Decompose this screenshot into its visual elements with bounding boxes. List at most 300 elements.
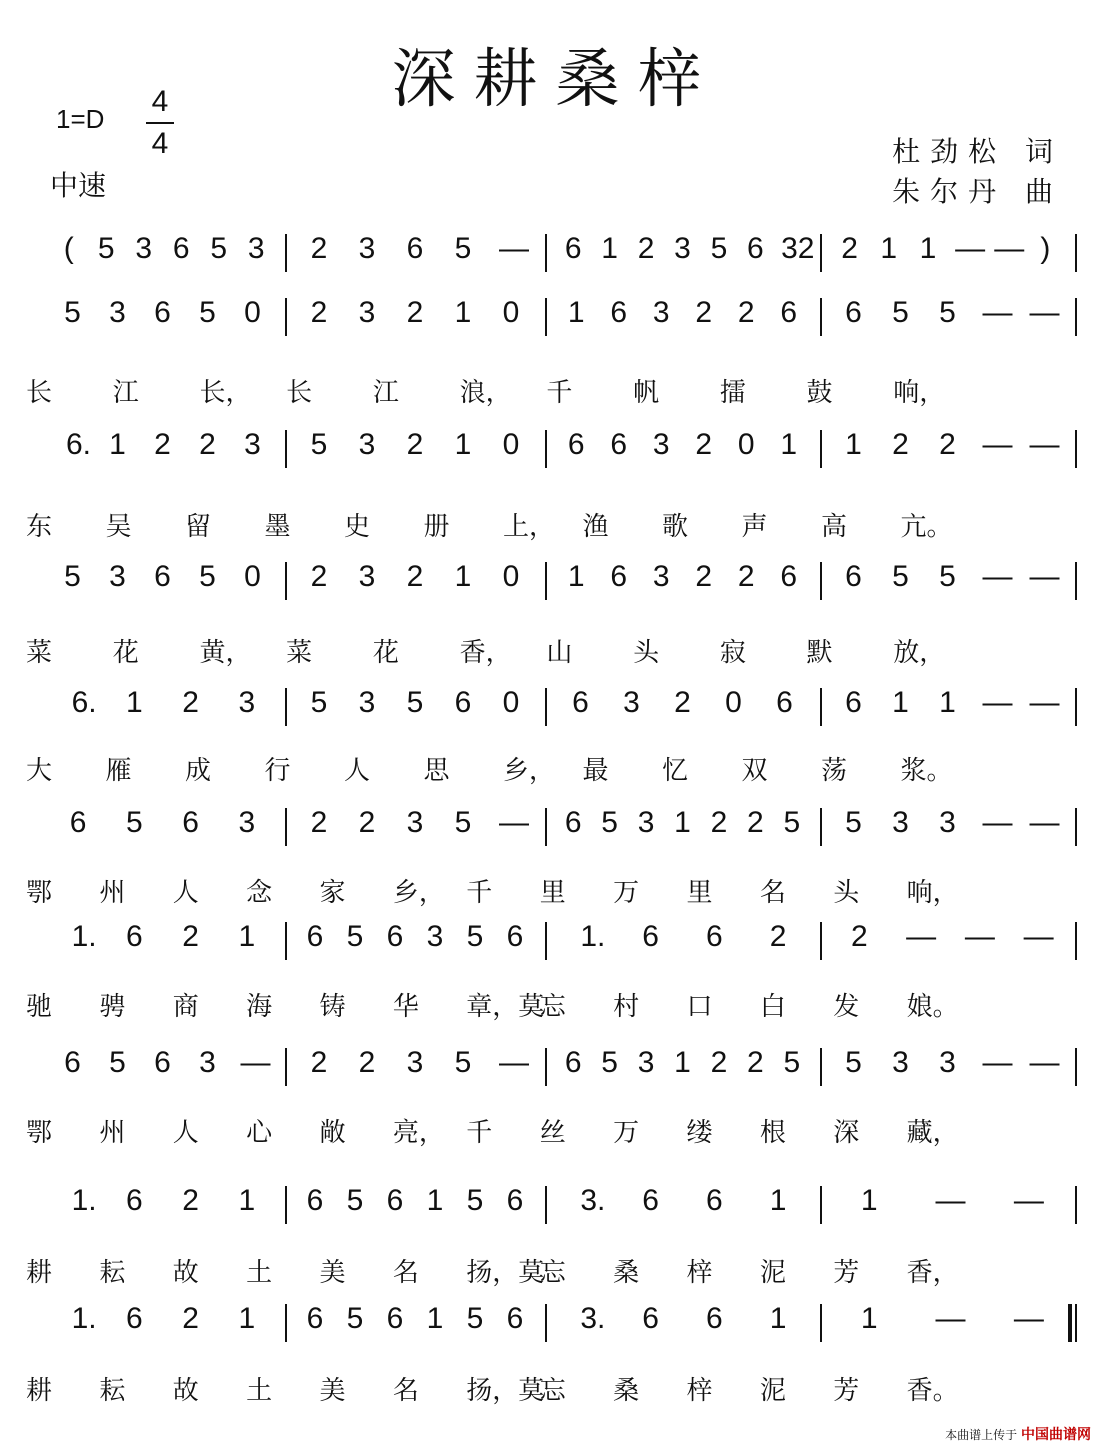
note: 6 xyxy=(567,428,585,461)
lyric-syllable: 千 xyxy=(466,1118,493,1148)
lyric-syllable: 大 xyxy=(26,756,53,786)
note: ) xyxy=(1040,232,1051,265)
bar-line xyxy=(285,688,287,726)
lyric-syllable: 忘 xyxy=(539,1376,566,1406)
note: 3. xyxy=(580,1302,606,1335)
note: 6 xyxy=(564,806,582,839)
lyric-syllable: 双 xyxy=(741,756,768,786)
key-signature: 1=D xyxy=(56,104,105,134)
lyric-syllable: 鄂 xyxy=(26,878,53,908)
lyric-syllable: 里 xyxy=(686,878,713,908)
lyric-syllable: 芳 xyxy=(833,1376,860,1406)
lyric-syllable: 心 xyxy=(246,1118,273,1148)
note: 3 xyxy=(892,806,909,839)
lyric-syllable: 骋 xyxy=(99,992,126,1022)
bar-line xyxy=(285,1186,287,1224)
note: 6 xyxy=(64,1046,81,1079)
note: — xyxy=(982,1046,1013,1079)
lyric-syllable: 江 xyxy=(372,378,399,408)
note: 2 xyxy=(310,560,328,593)
note: 3 xyxy=(652,560,670,593)
note: 5 xyxy=(845,1046,862,1079)
lyric-syllable: 泥 xyxy=(759,1258,786,1288)
bar-line xyxy=(820,1186,822,1224)
note: — xyxy=(240,1046,271,1079)
note: 2 xyxy=(710,1046,728,1079)
time-signature xyxy=(140,84,180,162)
lyric-syllable: 忘 xyxy=(539,992,566,1022)
note: 2 xyxy=(199,428,216,461)
note: 32 xyxy=(781,232,815,265)
lyric-syllable: 亮， xyxy=(392,1118,445,1148)
note: 2 xyxy=(737,296,755,329)
note: 1 xyxy=(567,560,585,593)
note: 1 xyxy=(674,806,691,839)
lyric-syllable: 册 xyxy=(423,512,450,542)
lyric-syllable: 耘 xyxy=(99,1258,126,1288)
lyric-syllable: 最 xyxy=(582,756,609,786)
note: — xyxy=(1029,428,1060,461)
lyricist: 杜劲松 词 xyxy=(892,135,1063,168)
note: — xyxy=(982,296,1013,329)
lyric-syllable: 花 xyxy=(112,638,139,668)
bar-line xyxy=(545,234,547,272)
note: 1 xyxy=(769,1302,787,1335)
lyric-syllable: 浪， xyxy=(459,378,512,408)
note: 1 xyxy=(238,920,256,953)
note: 5 xyxy=(454,1046,472,1079)
note: 5 xyxy=(454,232,472,265)
note: 3 xyxy=(238,686,256,719)
note: — xyxy=(1013,1302,1044,1335)
note: — xyxy=(499,806,529,839)
note: 2 xyxy=(310,232,328,265)
note: 6 xyxy=(610,428,628,461)
note: 2 xyxy=(182,1184,199,1217)
note: 6 xyxy=(154,296,171,329)
bar-line xyxy=(545,298,547,336)
note: 3 xyxy=(939,1046,956,1079)
bar-line xyxy=(545,922,547,960)
note: 6 xyxy=(386,1302,404,1335)
note: 5 xyxy=(601,1046,618,1079)
note: 2 xyxy=(358,806,376,839)
bar-line xyxy=(545,1186,547,1224)
note: 5 xyxy=(892,296,909,329)
note: 1 xyxy=(892,686,909,719)
lyric-syllable: 香， xyxy=(459,638,512,668)
lyric-syllable: 人 xyxy=(172,1118,199,1148)
lyric-syllable: 念 xyxy=(246,878,273,908)
note: 6 xyxy=(454,686,472,719)
note: 6 xyxy=(642,920,659,953)
lyric-syllable: 桑 xyxy=(613,1376,640,1406)
note: 1 xyxy=(238,1184,256,1217)
lyric-syllable: 长 xyxy=(286,378,313,408)
note: 1 xyxy=(939,686,956,719)
bar-line xyxy=(820,1048,822,1086)
bar-line xyxy=(820,688,822,726)
note: 3 xyxy=(637,806,655,839)
bar-line xyxy=(285,808,287,846)
lyric-syllable: 帆 xyxy=(633,378,660,408)
note: 5 xyxy=(64,560,81,593)
lyric-syllable: 寂 xyxy=(719,638,746,668)
note: 3 xyxy=(406,1046,424,1079)
note: 1 xyxy=(238,1302,256,1335)
note: 3 xyxy=(358,232,376,265)
note: 6 xyxy=(845,560,862,593)
lyric-syllable: 留 xyxy=(185,512,212,542)
note: 6 xyxy=(572,686,589,719)
note: 6 xyxy=(610,296,628,329)
bar-line xyxy=(1075,234,1077,272)
lyric-syllable: 史 xyxy=(344,512,371,542)
bar-line xyxy=(820,922,822,960)
note: 5 xyxy=(310,686,328,719)
lyric-syllable: 土 xyxy=(246,1258,273,1288)
lyric-syllable: 浆。 xyxy=(900,756,953,786)
bar-line xyxy=(545,688,547,726)
lyric-syllable: 花 xyxy=(372,638,399,668)
lyric-syllable: 菜 xyxy=(286,638,313,668)
lyric-syllable: 商 xyxy=(172,992,199,1022)
lyric-syllable: 芳 xyxy=(833,1258,860,1288)
note: 2 xyxy=(406,428,424,461)
lyric-syllable: 上， xyxy=(503,512,556,542)
lyric-syllable: 梓 xyxy=(686,1258,713,1288)
bar-line xyxy=(545,1304,547,1342)
note: 3 xyxy=(652,428,670,461)
lyric-syllable: 章，莫 xyxy=(466,992,545,1022)
bar-line xyxy=(1075,1048,1077,1086)
note: 1 xyxy=(426,1302,444,1335)
bar-line xyxy=(285,1048,287,1086)
note: 3 xyxy=(637,1046,655,1079)
note: 5 xyxy=(199,296,216,329)
note: 6 xyxy=(642,1302,659,1335)
bar-line xyxy=(820,298,822,336)
note: 3 xyxy=(674,232,691,265)
note: 6 xyxy=(747,232,764,265)
note: 1 xyxy=(426,1184,444,1217)
lyric-syllable: 响， xyxy=(906,878,959,908)
note: 2 xyxy=(710,806,728,839)
note: 3 xyxy=(247,232,265,265)
note: 0 xyxy=(244,560,261,593)
note: — xyxy=(982,806,1013,839)
note: 5 xyxy=(783,806,801,839)
footer-text: 本曲谱上传于 xyxy=(945,1428,1018,1442)
bar-line xyxy=(1075,688,1077,726)
note: 5 xyxy=(64,296,81,329)
lyric-syllable: 香。 xyxy=(906,1376,959,1406)
bar-line xyxy=(285,234,287,272)
note: 5 xyxy=(939,296,956,329)
note: 2 xyxy=(939,428,956,461)
lyric-syllable: 铸 xyxy=(319,992,346,1022)
lyric-syllable: 发 xyxy=(833,992,860,1022)
note: 1 xyxy=(109,428,126,461)
bar-line xyxy=(545,808,547,846)
note: 2 xyxy=(310,296,328,329)
note: 1 xyxy=(845,428,862,461)
lyric-syllable: 声 xyxy=(741,512,768,542)
note: 3 xyxy=(358,686,376,719)
note: 5 xyxy=(466,1302,484,1335)
lyric-syllable: 名 xyxy=(392,1258,419,1288)
note: — xyxy=(935,1302,966,1335)
lyric-syllable: 歌 xyxy=(662,512,689,542)
bar-line xyxy=(285,562,287,600)
note: 3 xyxy=(358,296,376,329)
note: — xyxy=(982,428,1013,461)
lyric-syllable: 千 xyxy=(546,378,573,408)
note: 3 xyxy=(939,806,956,839)
note: 2 xyxy=(182,686,199,719)
lyric-syllable: 州 xyxy=(99,878,126,908)
time-bottom: 4 xyxy=(151,127,169,160)
note: 1 xyxy=(769,1184,787,1217)
lyric-syllable: 山 xyxy=(546,638,573,668)
note: 3 xyxy=(652,296,670,329)
note: 6 xyxy=(780,560,798,593)
note: 1 xyxy=(860,1184,878,1217)
note: — xyxy=(994,232,1025,265)
note: 5 xyxy=(892,560,909,593)
tempo-marking: 中速 xyxy=(50,169,107,202)
note: 1 xyxy=(454,560,472,593)
note: 5 xyxy=(346,1184,364,1217)
bar-line xyxy=(545,1048,547,1086)
bar-line xyxy=(820,234,822,272)
note: 5 xyxy=(199,560,216,593)
footer-brand: 中国曲谱网 xyxy=(1021,1427,1091,1443)
note: 6 xyxy=(126,1184,143,1217)
note: 5 xyxy=(346,1302,364,1335)
note: 2 xyxy=(406,560,424,593)
note: 6 xyxy=(306,1302,324,1335)
bar-line xyxy=(285,1304,287,1342)
lyric-syllable: 华 xyxy=(392,992,419,1022)
lyric-syllable: 长， xyxy=(199,378,252,408)
final-bar-line xyxy=(1068,1304,1072,1342)
note: — xyxy=(955,232,986,265)
note: 6 xyxy=(406,232,424,265)
note: — xyxy=(1029,686,1060,719)
note: 0 xyxy=(502,560,520,593)
lyric-syllable: 桑 xyxy=(613,1258,640,1288)
note: 3 xyxy=(426,920,444,953)
lyric-syllable: 思 xyxy=(423,756,450,786)
lyric-syllable: 东 xyxy=(26,512,53,542)
lyric-syllable: 耕 xyxy=(26,1258,53,1288)
lyric-syllable: 行 xyxy=(264,756,291,786)
lyric-syllable: 鄂 xyxy=(26,1118,53,1148)
note: 1. xyxy=(71,1302,97,1335)
note: 1. xyxy=(71,1184,97,1217)
note: 3 xyxy=(244,428,261,461)
lyric-syllable: 高 xyxy=(821,512,848,542)
note: 6 xyxy=(506,920,524,953)
note: 0 xyxy=(244,296,261,329)
lyric-syllable: 藏， xyxy=(906,1118,959,1148)
note: 5 xyxy=(783,1046,801,1079)
note: 2 xyxy=(182,920,199,953)
lyric-syllable: 缕 xyxy=(686,1118,713,1148)
note: 2 xyxy=(747,1046,764,1079)
note: 6 xyxy=(182,806,199,839)
lyric-syllable: 里 xyxy=(539,878,566,908)
note: 3 xyxy=(238,806,256,839)
note: — xyxy=(1029,806,1060,839)
note: — xyxy=(499,232,529,265)
lyric-syllable: 娘。 xyxy=(906,992,959,1022)
note: 5 xyxy=(710,232,728,265)
note: — xyxy=(1029,560,1060,593)
note: 3 xyxy=(358,428,376,461)
lyric-syllable: 头 xyxy=(633,638,660,668)
note: 2 xyxy=(310,1046,328,1079)
time-top: 4 xyxy=(151,85,169,118)
lyric-syllable: 菜 xyxy=(26,638,53,668)
note: 1 xyxy=(601,232,618,265)
note: 5 xyxy=(210,232,228,265)
bar-line xyxy=(1075,808,1077,846)
note: 3 xyxy=(623,686,640,719)
note: 1 xyxy=(780,428,798,461)
lyric-syllable: 默 xyxy=(806,638,833,668)
note: 6 xyxy=(126,1302,143,1335)
bar-line xyxy=(820,562,822,600)
note: — xyxy=(935,1184,966,1217)
bar-line xyxy=(1075,298,1077,336)
lyric-syllable: 泥 xyxy=(759,1376,786,1406)
bar-line xyxy=(1075,562,1077,600)
bar-line xyxy=(1075,922,1077,960)
note: — xyxy=(906,920,937,953)
lyric-syllable: 家 xyxy=(319,878,346,908)
note: 6 xyxy=(706,1184,723,1217)
bar-line xyxy=(545,562,547,600)
lyric-syllable: 头 xyxy=(833,878,860,908)
note: 6 xyxy=(610,560,628,593)
lyric-syllable: 万 xyxy=(613,1118,640,1148)
lyric-syllable: 响， xyxy=(893,378,946,408)
note: 3 xyxy=(892,1046,909,1079)
note: 5 xyxy=(97,232,115,265)
lyric-syllable: 渔 xyxy=(582,512,609,542)
lyric-syllable: 扬，莫 xyxy=(466,1376,545,1406)
lyric-syllable: 墨 xyxy=(264,512,291,542)
note: — xyxy=(499,1046,529,1079)
note: 2 xyxy=(769,920,787,953)
note: 2 xyxy=(841,232,858,265)
note: 6 xyxy=(564,1046,582,1079)
note: — xyxy=(982,560,1013,593)
note: 5 xyxy=(126,806,143,839)
bar-line xyxy=(1075,430,1077,468)
note: 6 xyxy=(776,686,793,719)
bar-line xyxy=(285,922,287,960)
bar-line xyxy=(545,430,547,468)
note: 6 xyxy=(306,920,324,953)
note: — xyxy=(1013,1184,1044,1217)
note: 5 xyxy=(466,1184,484,1217)
note: 2 xyxy=(695,296,713,329)
note: 0 xyxy=(502,296,520,329)
lyric-syllable: 乡， xyxy=(503,756,556,786)
lyric-syllable: 香， xyxy=(906,1258,959,1288)
note: — xyxy=(982,686,1013,719)
lyric-syllable: 梓 xyxy=(686,1376,713,1406)
note: 5 xyxy=(346,920,364,953)
note: 5 xyxy=(310,428,328,461)
note: 6 xyxy=(69,806,87,839)
note: 6 xyxy=(306,1184,324,1217)
note: 2 xyxy=(406,296,424,329)
note: 2 xyxy=(358,1046,376,1079)
lyric-syllable: 名 xyxy=(392,1376,419,1406)
note: 2 xyxy=(737,560,755,593)
note: 1 xyxy=(860,1302,878,1335)
note: 2 xyxy=(892,428,909,461)
note: 3 xyxy=(406,806,424,839)
note: 2 xyxy=(851,920,868,953)
note: 1. xyxy=(580,920,606,953)
footer xyxy=(945,1424,1091,1444)
note: 6 xyxy=(564,232,582,265)
lyric-syllable: 长 xyxy=(26,378,53,408)
note: 3 xyxy=(109,560,126,593)
note: 3 xyxy=(135,232,153,265)
lyric-syllable: 白 xyxy=(759,992,786,1022)
lyric-syllable: 名 xyxy=(759,878,786,908)
lyric-syllable: 江 xyxy=(112,378,139,408)
note: 2 xyxy=(695,560,713,593)
lyric-syllable: 吴 xyxy=(105,512,132,542)
note: 5 xyxy=(939,560,956,593)
lyric-syllable: 人 xyxy=(172,878,199,908)
lyric-syllable: 千 xyxy=(466,878,493,908)
bar-line xyxy=(820,808,822,846)
note: 6 xyxy=(642,1184,659,1217)
note: 6 xyxy=(845,686,862,719)
note: 0 xyxy=(502,428,520,461)
bar-line xyxy=(285,298,287,336)
note: 6 xyxy=(154,1046,171,1079)
lyric-syllable: 故 xyxy=(172,1258,199,1288)
note: 6 xyxy=(154,560,171,593)
lyric-syllable: 黄， xyxy=(199,638,252,668)
lyric-syllable: 万 xyxy=(613,878,640,908)
lyric-syllable: 耕 xyxy=(26,1376,53,1406)
note: 2 xyxy=(695,428,713,461)
note: 2 xyxy=(182,1302,199,1335)
note: 6 xyxy=(386,920,404,953)
note: 6 xyxy=(706,1302,723,1335)
note: 6. xyxy=(71,686,97,719)
lyric-syllable: 乡， xyxy=(392,878,445,908)
note: 6 xyxy=(172,232,190,265)
note: 6 xyxy=(126,920,143,953)
page-title: 深耕桑梓 xyxy=(391,43,720,117)
note: 5 xyxy=(109,1046,126,1079)
lyric-syllable: 忘 xyxy=(539,1258,566,1288)
note: 1. xyxy=(71,920,97,953)
lyric-syllable: 擂 xyxy=(719,378,746,408)
note: 1 xyxy=(454,428,472,461)
